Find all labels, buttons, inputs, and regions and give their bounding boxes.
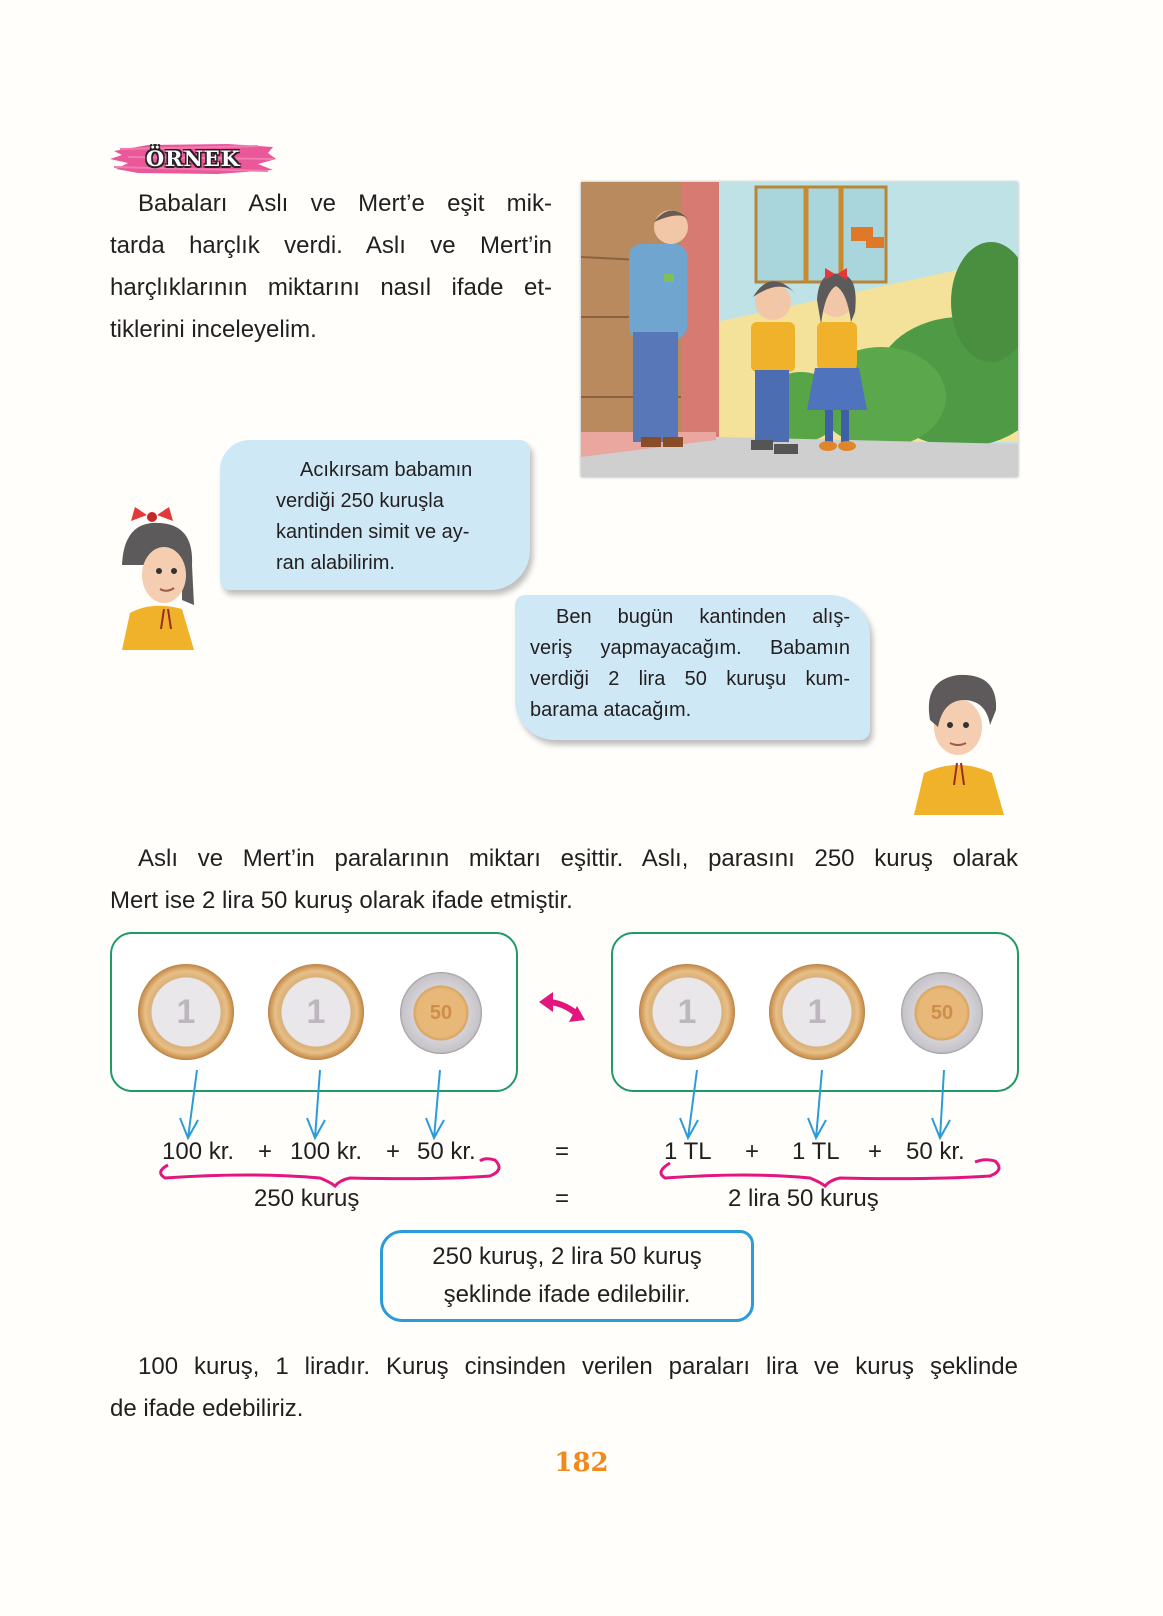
speech-line: verdiği 250 kuruşla — [276, 490, 444, 512]
paragraph-line: Aslı ve Mert’in paralarının miktarı eşittir. Aslı, parasını 250 kuruş olarak — [138, 845, 1018, 872]
plus-sign: + — [868, 1138, 883, 1165]
fifty-kurus-coin-icon: 50 — [901, 972, 983, 1054]
middle-paragraph — [110, 838, 1018, 922]
paragraph-line: de ifade edebiliriz. — [110, 1395, 304, 1422]
speech-line: Ben bugün kantinden alış- — [556, 606, 850, 628]
right-term-2: 1 TL — [792, 1138, 840, 1165]
story-illustration — [581, 182, 1018, 477]
plus-sign: + — [386, 1138, 401, 1165]
left-term-1: 100 kr. — [162, 1138, 235, 1165]
paragraph-line: 100 kuruş, 1 liradır. Kuruş cinsinden verilen paraları lira ve kuruş şeklinde — [138, 1353, 1018, 1380]
conclusion-line: şeklinde ifade edilebilir. — [443, 1281, 691, 1308]
speech-line: barama atacağım. — [530, 699, 692, 721]
equals-sign: = — [555, 1138, 570, 1165]
example-badge — [108, 137, 278, 179]
paragraph-line: Mert ise 2 lira 50 kuruş olarak ifade etmiştir. — [110, 887, 573, 914]
one-lira-coin-icon: 1 — [138, 964, 234, 1060]
badge-label: ÖRNEK — [145, 145, 241, 171]
plus-sign: + — [258, 1138, 273, 1165]
one-lira-coin-icon: 1 — [769, 964, 865, 1060]
plus-sign: + — [745, 1138, 760, 1165]
conclusion-line: 250 kuruş, 2 lira 50 kuruş — [432, 1243, 702, 1270]
one-lira-coin-icon: 1 — [639, 964, 735, 1060]
right-term-1: 1 TL — [664, 1138, 712, 1165]
right-total: 2 lira 50 kuruş — [728, 1185, 879, 1212]
intro-line: Babaları Aslı ve Mert’e eşit mik- — [138, 190, 552, 217]
equals-sign: = — [555, 1185, 570, 1212]
left-term-3: 50 kr. — [417, 1138, 476, 1165]
mert-avatar — [908, 665, 1008, 815]
fifty-kurus-coin-icon: 50 — [400, 972, 482, 1054]
double-arrow-icon — [537, 988, 587, 1028]
coin-box-right — [611, 932, 1019, 1092]
asli-speech-text — [276, 455, 516, 579]
intro-line: tiklerini inceleyelim. — [110, 316, 317, 343]
speech-line: ran alabilirim. — [276, 552, 395, 574]
speech-line: Acıkırsam babamın — [300, 459, 473, 481]
final-paragraph — [110, 1346, 1018, 1430]
conclusion-box — [380, 1230, 754, 1322]
left-total: 250 kuruş — [254, 1185, 360, 1212]
intro-line: harçlıklarının miktarını nasıl ifade et- — [110, 274, 552, 301]
intro-paragraph — [110, 183, 552, 351]
mert-speech-text — [530, 602, 850, 726]
one-lira-coin-icon: 1 — [268, 964, 364, 1060]
asli-avatar — [112, 505, 202, 650]
page-number: 182 — [554, 1448, 609, 1478]
speech-line: kantinden simit ve ay- — [276, 521, 470, 543]
left-term-2: 100 kr. — [290, 1138, 363, 1165]
speech-line: verdiği 2 lira 50 kuruşu kum- — [530, 668, 850, 690]
right-term-3: 50 kr. — [906, 1138, 965, 1165]
speech-line: veriş yapmayacağım. Babamın — [530, 637, 850, 659]
intro-line: tarda harçlık verdi. Aslı ve Mert’in — [110, 232, 552, 259]
coin-box-left — [110, 932, 518, 1092]
